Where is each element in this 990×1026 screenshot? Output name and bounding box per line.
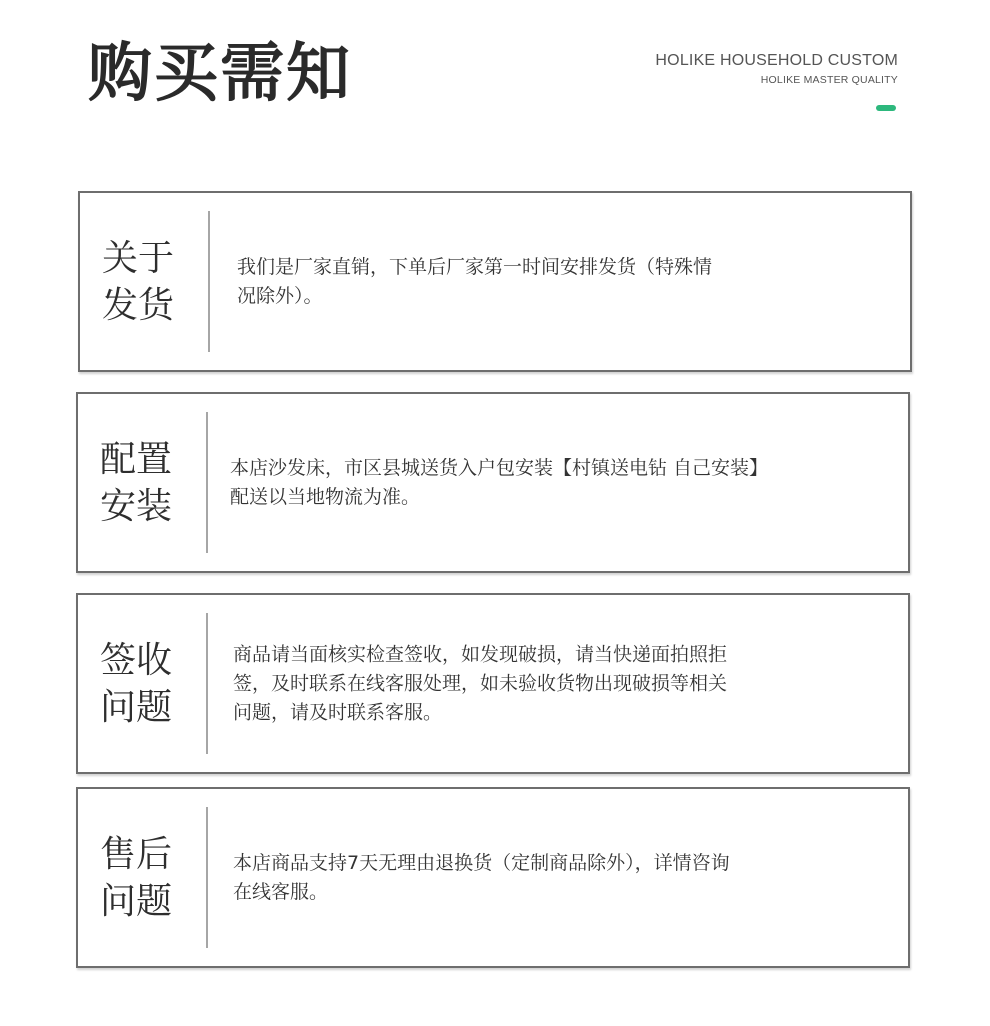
section-text: 商品请当面核实检查签收，如发现破损，请当快递面拍照拒 签，及时联系在线客服处理，如未验收货物出现破损等相关 问题，请及时联系客服。 — [233, 643, 728, 723]
section-card-receipt — [76, 593, 910, 774]
section-card-after-sales — [76, 787, 910, 968]
section-card-installation — [76, 392, 910, 573]
section-text: 我们是厂家直销，下单后厂家第一时间安排发货（特殊情 况除外）。 — [237, 255, 713, 307]
section-divider — [208, 211, 210, 352]
section-divider — [206, 807, 208, 948]
brand-accent-bar — [876, 105, 896, 111]
brand-line-household-custom: HOLIKE HOUSEHOLD CUSTOM — [655, 52, 898, 69]
section-text: 本店商品支持7天无理由退换货（定制商品除外），详情咨询 在线客服。 — [233, 851, 730, 903]
section-heading: 售后 问题 — [100, 833, 173, 922]
section-text: 本店沙发床，市区县城送货入户包安装【村镇送电钻 自己安装】 配送以当地物流为准。 — [230, 456, 769, 508]
section-divider — [206, 613, 208, 754]
section-divider — [206, 412, 208, 553]
brand-tagline — [655, 52, 898, 86]
page-title: 购买需知 — [88, 37, 352, 111]
brand-line-master-quality: HOLIKE MASTER QUALITY — [760, 74, 898, 86]
section-heading: 签收 问题 — [100, 639, 173, 728]
section-card-shipping — [78, 191, 912, 372]
section-heading: 关于 发货 — [102, 237, 175, 326]
section-heading: 配置 安装 — [100, 438, 173, 527]
